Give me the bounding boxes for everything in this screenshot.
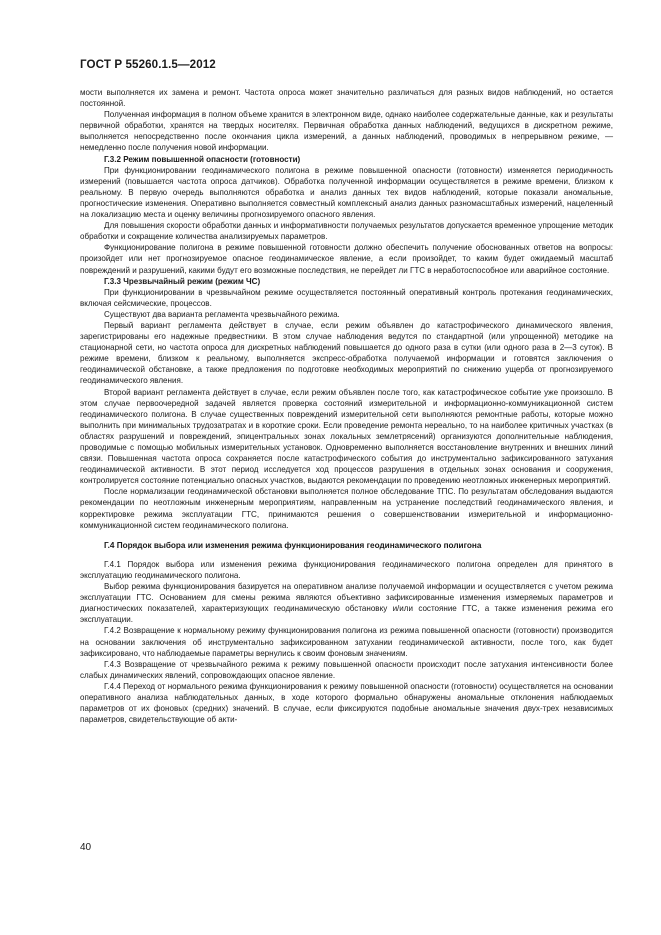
- paragraph: Полученная информация в полном объеме хранится в электронном виде, однако наиболее содержательные данные, как и результаты первичной обработки, хранятся на твердых носителях. Первичная обработка данных наблюдений, ведущихся в дискретном режиме, выполняется непосредственно после окончания цикла измерений, а данных наблюдений, проводимых в непрерывном режиме, — немедленно после получения новой информации.: [80, 110, 613, 153]
- paragraph: Первый вариант регламента действует в случае, если режим объявлен до катастрофического динамического явления, зарегистрированы его надежные предвестники. В этом случае наблюдения ведутся по стандартной (или упрощенной) методике на стационарной сети, но частота опроса для дискретных наблюдений повышается до одного раза в сутки (или одного раза в 2—3 суток). В режиме времени, близком к реальному, выполняется экспресс-обработка получаемой информации и готовятся заключения о геодинамической обстановке, а также предложения по подготовке необходимых мероприятий по снижению ущерба от прогнозируемого геодинамического явления.: [80, 320, 613, 386]
- paragraph: При функционировании в чрезвычайном режиме осуществляется постоянный оперативный контроль протекания геодинамических, включая сейсмические, процессов.: [80, 287, 613, 308]
- paragraph: При функционировании геодинамического полигона в режиме повышенной опасности (готовности) изменяется периодичность измерений (повышается частота опроса датчиков). Обработка полученной информации осуществляется в режиме времени, близком к реальному. В первую очередь выполняются обработка и анализ данных тех видов наблюдений, которые показали аномальные, прогностические изменения. Оперативно выполняется совместный комплексный анализ данных разномасштабных измерений, нацеленный на локализацию места и оценку величины прогнозируемого опасного явления.: [80, 165, 613, 220]
- standard-header: ГОСТ Р 55260.1.5—2012: [80, 58, 216, 71]
- section-heading-g33: Г.3.3 Чрезвычайный режим (режим ЧС): [104, 276, 261, 286]
- paragraph: Г.4.4 Переход от нормального режима функционирования к режиму повышенной опасности (готовности) осуществляется на основании оперативного анализа наблюдательных данных, в ходе которого формально обнаружены аномальные отклонения наблюдаемых параметров от их фоновых (средних) значений. В случае, если фиксируются подобные аномальные значения двух-трех независимых параметров, свидетельствующие об акти-: [80, 681, 613, 725]
- paragraph: мости выполняется их замена и ремонт. Частота опроса может значительно различаться для разных видов наблюдений, но остается постоянной.: [80, 88, 613, 109]
- paragraph: Функционирование полигона в режиме повышенной готовности должно обеспечить получение обоснованных ответов на вопросы: произойдет или нет прогнозируемое опасное геодинамическое явление, а если произойдет, то каким будет ожидаемый масштаб повреждений и разрушений, какими будут его возможные последствия, не перейдет ли ГТС в неработоспособное или аварийное состояние.: [80, 243, 613, 275]
- paragraph: Г.4.2 Возвращение к нормальному режиму функционирования полигона из режима повышенной опасности (готовности) производится на основании заключения об инструментально зафиксированном затухании геодинамической активности, после того, как будет зафиксировано, что наблюдаемые параметры вернулись к своим фоновым значениям.: [80, 626, 613, 658]
- paragraph: Г.4.3 Возвращение от чрезвычайного режима к режиму повышенной опасности происходит после затухания интенсивности более слабых динамических явлений, сопровождающих опасное явление.: [80, 659, 613, 680]
- section-heading-g4: Г.4 Порядок выбора или изменения режима функционирования геодинамического полигона: [104, 540, 482, 550]
- paragraph: Г.4.1 Порядок выбора или изменения режима функционирования геодинамического полигона определен для принятого в эксплуатацию геодинамического полигона.: [80, 559, 613, 580]
- paragraph: Для повышения скорости обработки данных и информативности получаемых результатов допускается временное упрощение методик обработки и сокращение количества анализируемых параметров.: [80, 221, 613, 242]
- paragraph: Выбор режима функционирования базируется на оперативном анализе получаемой информации и осуществляется с учетом режима эксплуатации ГТС. Основанием для смены режима являются объективно зафиксированные изменения измеряемых параметров и диагностических показателей, характеризующих геодинамическую обстановку и/или состояние ГТС, а также изменения режима его эксплуатации.: [80, 582, 613, 625]
- document-body: [80, 87, 613, 725]
- paragraph: Второй вариант регламента действует в случае, если режим объявлен после того, как катастрофическое событие уже произошло. В этом случае первоочередной задачей является проверка состояний измерительной и информационно-коммуникационной систем геодинамического полигона. В случае существенных повреждений измерительной сети выполняются ремонтные работы, которые можно выполнить при минимальных трудозатратах и в короткие сроки. Если проведение ремонта нереально, то на наиболее критичных участках (в областях разрушений и повреждений, эпицентральных зонах локальных землетрясений) организуются дополнительные наблюдения, проводимые с помощью мобильных измерительных установок. Одновременно выполняется восстановление внутренних и внешних линий связи. Повышенная частота опроса сохраняется после катастрофического события до инструментально зафиксированного затухания геодинамической активности. В этот период исследуется ход процессов разрушения в отдельных зонах основания и сооружения, контролируется состояние потенциально опасных участков, выдаются рекомендации по проведению неотложных инженерных мероприятий.: [80, 387, 613, 486]
- section-heading-g32: Г.3.2 Режим повышенной опасности (готовности): [104, 154, 301, 164]
- page-number: 40: [80, 842, 92, 853]
- paragraph: После нормализации геодинамической обстановки выполняется полное обследование ТПС. По результатам обследования выдаются рекомендации по неотложным инженерным мероприятиям, направленным на устранение последствий геодинамического явления, и корректировке режима эксплуатации ГТС, принимаются решения о совершенствовании измерительной и информационно-коммуникационной систем геодинамического полигона.: [80, 487, 613, 530]
- paragraph: Существуют два варианта регламента чрезвычайного режима.: [104, 309, 340, 319]
